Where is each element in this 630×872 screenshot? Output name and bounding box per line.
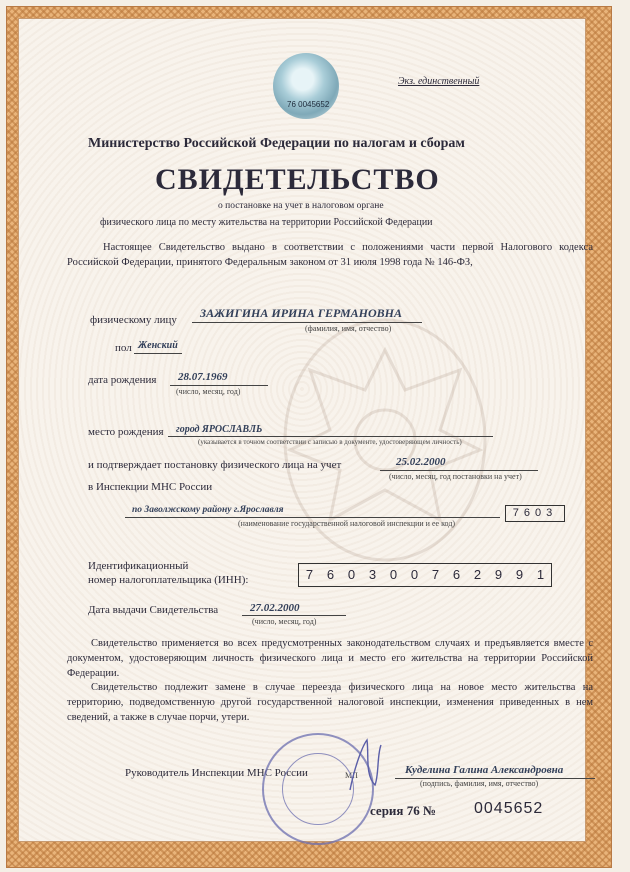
inn-digit: 6	[452, 567, 461, 582]
issue-date-underline	[242, 615, 346, 616]
birth-place-hint: (указывается в точном соответствии с записью в документе, удостоверяющем личность)	[198, 438, 462, 446]
series-label: серия 76 №	[370, 803, 437, 818]
birth-place-value: город ЯРОСЛАВЛЬ	[176, 424, 263, 435]
registration-label: и подтверждает постановку физического лица на учет	[88, 459, 342, 471]
person-underline	[192, 322, 422, 323]
inn-digit: 3	[368, 567, 377, 582]
birth-date-value: 28.07.1969	[178, 371, 228, 383]
inn-digit: 7	[305, 567, 314, 582]
inspection-value: по Заволжскому району г.Ярославля	[132, 505, 284, 515]
inn-digit: 9	[515, 567, 524, 582]
subtitle-1: о постановке на учет в налоговом органе	[218, 201, 384, 211]
person-hint: (фамилия, имя, отчество)	[305, 324, 392, 333]
head-label: Руководитель Инспекции МНС России	[125, 767, 308, 779]
inn-digit: 7	[431, 567, 440, 582]
hologram-seal	[273, 53, 339, 119]
hologram-number: 76 0045652	[287, 100, 330, 109]
issue-date-hint: (число, месяц, год)	[252, 617, 317, 626]
head-name: Куделина Галина Александровна	[405, 764, 564, 776]
inn-digit: 2	[473, 567, 482, 582]
sex-label: пол	[115, 342, 132, 354]
subtitle-2: физического лица по месту жительства на территории Российской Федерации	[100, 217, 433, 228]
birth-place-label: место рождения	[88, 426, 164, 438]
sex-underline	[134, 353, 182, 354]
inn-digit: 0	[410, 567, 419, 582]
certificate-number: 0045652	[474, 800, 544, 817]
inn-label-line2: номер налогоплательщика (ИНН):	[88, 574, 249, 586]
sex-value: Женский	[138, 340, 178, 351]
person-label: физическому лицу	[90, 314, 177, 326]
replacement-paragraph: Свидетельство подлежит замене в случае переезда физического лица на новое место жительства на территорию, подведомственную другой государственной налоговой инспекции, изменения приведенных в нем сведений, а также в случае порчи, утери.	[67, 682, 593, 723]
usage-paragraph: Свидетельство применяется во всех предусмотренных законодательством случаях и предъявляется вместе с документом, удостоверяющим личность физического лица и место его жительства на территории Российской Федерации.	[67, 638, 593, 679]
birth-place-underline	[168, 436, 493, 437]
birth-date-underline	[170, 385, 268, 386]
birth-date-label: дата рождения	[88, 374, 157, 386]
issue-date-label: Дата выдачи Свидетельства	[88, 604, 219, 616]
inspection-code: 7603	[505, 505, 565, 522]
stamp-inner-ring	[282, 753, 354, 825]
birth-date-hint: (число, месяц, год)	[176, 387, 241, 396]
inspection-underline	[125, 517, 500, 518]
eagle-emblem-watermark	[270, 290, 500, 580]
inn-digit: 6	[326, 567, 335, 582]
registration-underline	[380, 470, 538, 471]
stamp-place-mark: МП	[345, 771, 358, 780]
inn-digit: 0	[389, 567, 398, 582]
head-hint: (подпись, фамилия, имя, отчество)	[420, 779, 539, 788]
document-title: СВИДЕТЕЛЬСТВО	[155, 163, 440, 196]
registration-hint: (число, месяц, год постановки на учет)	[389, 472, 522, 481]
ministry-heading: Министерство Российской Федерации по налогам и сборам	[88, 136, 465, 151]
inn-digit: 1	[536, 567, 545, 582]
issue-date-value: 27.02.2000	[250, 602, 300, 614]
intro-paragraph: Настоящее Свидетельство выдано в соответствии с положениями части первой Налогового кодекса Российской Федерации, принятого Федеральным законом от 31 июля 1998 года № 146-ФЗ,	[67, 242, 593, 268]
inn-digit: 9	[494, 567, 503, 582]
inspection-hint: (наименование государственной налоговой инспекции и ее код)	[238, 519, 456, 528]
inn-number-box	[298, 563, 552, 587]
copy-note: Экз. единственный	[398, 76, 480, 87]
inn-label-line1: Идентификационный	[88, 560, 189, 572]
registration-value: 25.02.2000	[396, 456, 446, 468]
inn-digit: 0	[347, 567, 356, 582]
person-name: ЗАЖИГИНА ИРИНА ГЕРМАНОВНА	[200, 306, 403, 320]
inspection-label: в Инспекции МНС России	[88, 481, 213, 493]
signature	[345, 735, 385, 795]
